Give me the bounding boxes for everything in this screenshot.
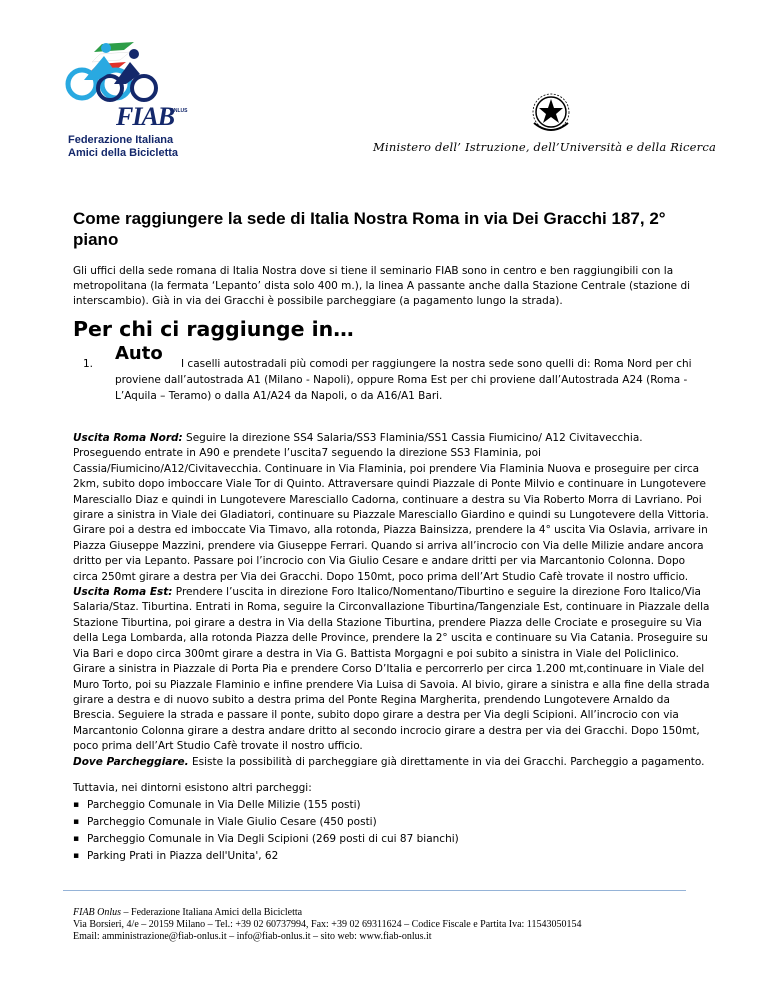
list-item-text: Parking Prati in Piazza dell'Unita', 62 [87, 850, 279, 862]
directions-text: Seguire la direzione SS4 Salaria/SS3 Flaminia/SS1 Cassia Fiumicino/ A12 Civitavecchia. Proseguendo entrate in A90 e prendete l’uscita7 seguendo la direzione SS3 Flaminia, poi Cassia/Fiumicino/A12/Civitavecchia. Continuare in Via Flaminia, poi prendere Via Flaminia Nuova e proseguire per circa 2km, subito dopo imboccare Viale Tor di Quinto. Attraversare quindi Piazzale di Ponte Milvio e continuare in Lungotevere Maresciallo Diaz e quindi in Lungotevere Maresciallo Cadorna, continuare a destra su Via Roberto Morra di Lavriano. Poi girare a sinistra in Viale dei Gladiatori, continuare su Piazzale Maresciallo Giardino e quindi su Lungotevere della Vittoria. Girare poi a destra ed imboccate Via Timavo, alla rotonda, Piazza Bainsizza, prendere la 4° uscita Via Oslavia, arrivare in Piazza Giuseppe Mazzini, prendere via Giuseppe Ferrari. Quando si arriva all’incrocio con Via delle Milizie andare ancora dritto per via Lepanto. Passare poi l’incrocio con Via Giulio Cesare e andare dritti per via Marcantonio Colonna. Dopo circa 250mt girare a destra per Via dei Gracchi. Dopo 150mt, poco prima dell’Art Studio Cafè trovate il nostro ufficio. [73, 432, 709, 583]
directions-text: Esiste la possibilità di parcheggiare già direttamente in via dei Gracchi. Parcheggio a pagamento. [188, 755, 705, 768]
directions-lead: Uscita Roma Nord: [73, 432, 183, 444]
footer-org-rest: – Federazione Italiana Amici della Bicicletta [121, 907, 303, 918]
directions-roma-est [73, 585, 713, 754]
parking-intro: Tuttavia, nei dintorni esistono altri parcheggi: [73, 782, 312, 794]
parking-list-section [73, 780, 713, 865]
list-item [73, 848, 713, 865]
list-item-text: Parcheggio Comunale in Via Degli Scipioni (269 posti di cui 87 bianchi) [87, 833, 459, 845]
bullet-icon: ▪ [73, 851, 80, 861]
footer-contacts: Email: amministrazione@fiab-onlus.it – info@fiab-onlus.it – sito web: www.fiab-onlus.it [73, 931, 432, 942]
bullet-icon: ▪ [73, 800, 80, 810]
parking-list [73, 797, 713, 865]
ministry-name: Ministero dell’ Istruzione, dell’Università e della Ricerca [373, 140, 717, 154]
directions [73, 431, 713, 770]
section-heading: Per chi ci raggiunge in… [73, 317, 354, 341]
directions-parking [73, 755, 713, 770]
intro-paragraph: Gli uffici della sede romana di Italia Nostra dove si tiene il seminario FIAB sono in centro e ben raggiungibili con la metropolitana (la fermata ‘Lepanto’ dista solo 400 m.), la linea A passante anche dalla Stazione Centrale (stazione di interscambio). Già in via dei Gracchi è possibile parcheggiare (a pagamento lungo la strada). [73, 265, 691, 307]
footer [73, 907, 733, 943]
page-title: Come raggiungere la sede di Italia Nostra Roma in via Dei Gracchi 187, 2° piano [73, 209, 666, 249]
italian-republic-emblem-icon [530, 93, 572, 133]
list-item-text-continued: proviene dall’autostrada A1 (Milano - Napoli), oppure Roma Est per chi proviene dall’Autostrada A24 (Roma - L’Aquila – Teramo) o dalla A1/A24 da Napoli, o da A16/A1 Bari. [115, 374, 688, 402]
list-number: 1. [83, 358, 94, 370]
logo-onlus: ONLUS [170, 108, 188, 114]
directions-text: Prendere l’uscita in direzione Foro Italico/Nomentano/Tiburtino e seguire la direzione Foro Italico/Via Salaria/Staz. Tiburtina. Entrati in Roma, seguire la Circonvallazione Tiburtina/Tangenziale Est, continuare in Piazzale della Stazione Tiburtina, poi girare a destra in Via della Stazione Tiburtina, prendere Piazza delle Crociate e proseguire su Via della Lega Lombarda, alla rotonda Piazza delle Province, prendere la 2° uscita e continuare su Via Catania. Proseguire su Via Bari e dopo circa 300mt girare a destra in Via G. Battista Morgagni e poi subito a sinistra in Viale del Policlinico. Girare a sinistra in Piazzale di Porta Pia e prendere Corso D’Italia e percorrerlo per circa 1.200 mt,continuare in Viale del Muro Torto, poi su Piazzale Flaminio e infine prendere Via Luisa di Savoia. Al bivio, girare a sinistra e alla fine della strada girare a destra e di nuovo subito a destra prima del Ponte Regina Margherita, prendendo Lungotevere Arnaldo da Brescia. Seguiere la strada e passare il ponte, subito dopo girare a destra per Via degli Scipioni. All’incrocio con via Marcantonio Colonna girare a destra andare dritto al secondo incrocio girare a destra per via dei Gracchi. Dopo 150mt, poco prima dell’Art Studio Cafè trovate il nostro ufficio. [73, 586, 710, 753]
logo-caption [68, 134, 178, 160]
list-item [73, 797, 713, 814]
list-item [73, 831, 713, 848]
directions-lead: Uscita Roma Est: [73, 586, 173, 599]
footer-line [73, 907, 733, 919]
list-item-text: Parcheggio Comunale in Viale Giulio Cesare (450 posti) [87, 816, 377, 828]
logo-caption-line: Amici della Bicicletta [68, 147, 179, 159]
list-item-text: I caselli autostradali più comodi per raggiungere la nostra sede sono quelli di: Roma Nord per chi [181, 358, 692, 370]
logo-wordmark: FIAB [116, 102, 175, 131]
logo-caption-line: Federazione Italiana [68, 134, 174, 146]
fiab-logo [50, 40, 210, 170]
directions-roma-nord [73, 431, 713, 585]
bullet-icon: ▪ [73, 817, 80, 827]
list-item-text: Parcheggio Comunale in Via Delle Milizie (155 posti) [87, 799, 361, 811]
cyclists-icon [64, 40, 164, 102]
footer-org: FIAB Onlus [73, 907, 122, 918]
list-item-label: Auto [115, 343, 163, 364]
list-item [73, 814, 713, 831]
bullet-icon: ▪ [73, 834, 80, 844]
footer-address: Via Borsieri, 4/e – 20159 Milano – Tel.: +39 02 60737994, Fax: +39 02 69311624 – Codice Fiscale e Partita Iva: 11543050154 [73, 919, 582, 930]
directions-lead: Dove Parcheggiare. [73, 755, 189, 768]
footer-divider [63, 890, 686, 891]
